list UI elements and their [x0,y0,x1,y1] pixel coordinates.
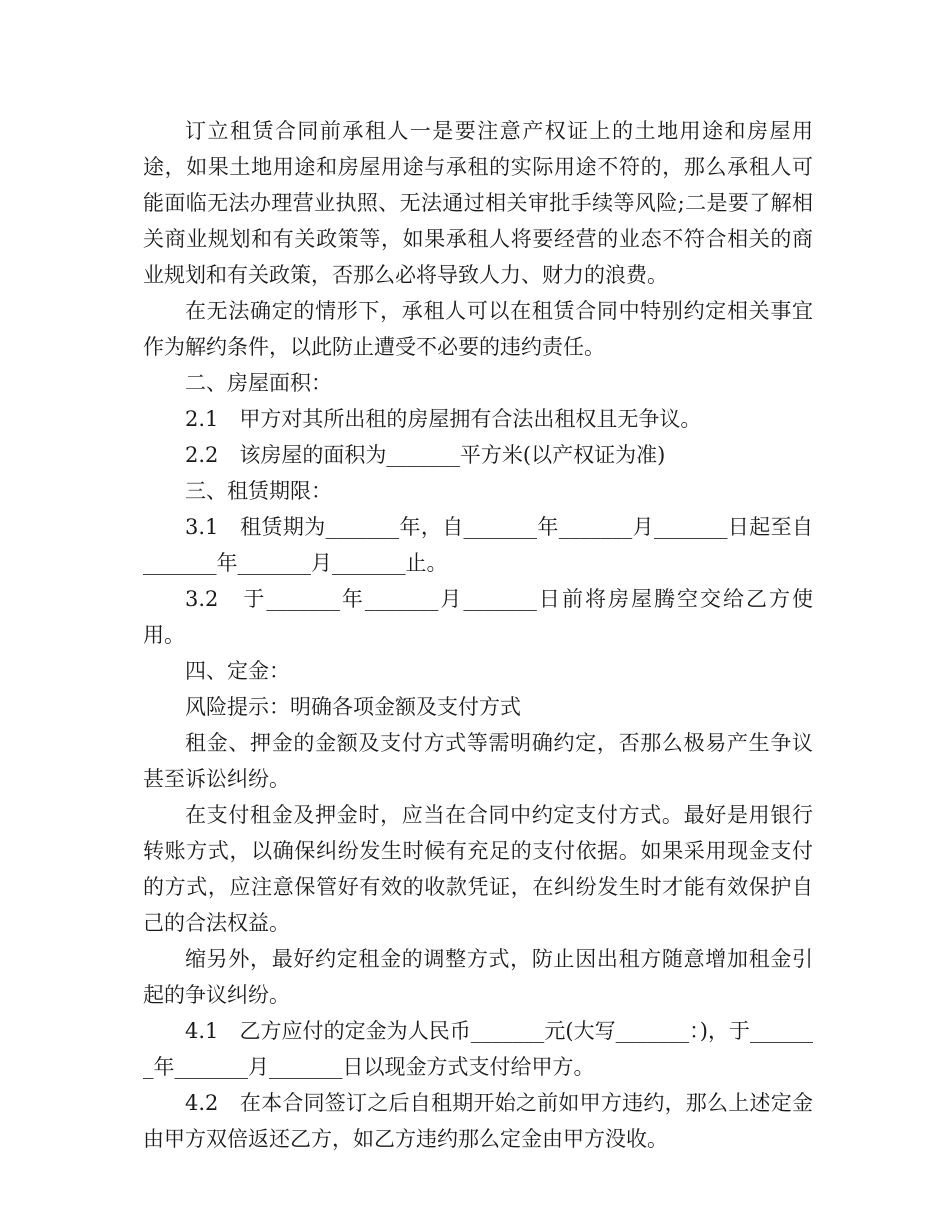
clause-2-2: 2.2 该房屋的面积为_______平方米(以产权证为准) [185,443,666,467]
paragraph-amount-agreement: 租金、押金的金额及支付方式等需明确约定，否那么极易产生争议甚至诉讼纠纷。 [143,731,813,791]
clause-4-1: 4.1 乙方应付的定金为人民币_______元(大写_______：)，于_______年_______月_______日以现金方式支付给甲方。 [143,1019,813,1079]
clause-2-1: 2.1 甲方对其所出租的房屋拥有合法出租权且无争议。 [185,407,702,431]
paragraph-termination-condition: 在无法确定的情形下，承租人可以在租赁合同中特别约定相关事宜作为解约条件，以此防止遭受不必要的违约责任。 [143,299,813,359]
paragraph-payment-method: 在支付租金及押金时，应当在合同中约定支付方式。最好是用银行转账方式，以确保纠纷发生时候有充足的支付依据。如果采用现金支付的方式，应注意保管好有效的收款凭证，在纠纷发生时才能有效保护自己的合法权益。 [143,803,813,935]
clause-4-2: 4.2 在本合同签订之后自租期开始之前如甲方违约，那么上述定金由甲方双倍返还乙方，如乙方违约那么定金由甲方没收。 [143,1091,813,1151]
paragraph-land-use-warning: 订立租赁合同前承租人一是要注意产权证上的土地用途和房屋用途，如果土地用途和房屋用途与承租的实际用途不符的，那么承租人可能面临无法办理营业执照、无法通过相关审批手续等风险;二是要了解相关商业规划和有关政策等，如果承租人将要经营的业态不符合相关的商业规划和有关政策，否那么必将导致人力、财力的浪费。 [143,119,813,287]
section-heading-term: 三、租赁期限： [185,479,332,503]
paragraph-rent-adjustment: 缩另外，最好约定租金的调整方式，防止因出租方随意增加租金引起的争议纠纷。 [143,947,813,1007]
risk-tip: 风险提示：明确各项金额及支付方式 [185,695,521,719]
document-body [143,113,813,1157]
section-heading-area: 二、房屋面积： [185,371,332,395]
section-heading-deposit: 四、定金： [185,659,290,683]
clause-3-2: 3.2 于_______年_______月_______日前将房屋腾空交给乙方使用。 [143,587,813,647]
clause-3-1: 3.1 租赁期为_______年，自_______年_______月_______日起至自_______年_______月_______止。 [143,515,813,575]
